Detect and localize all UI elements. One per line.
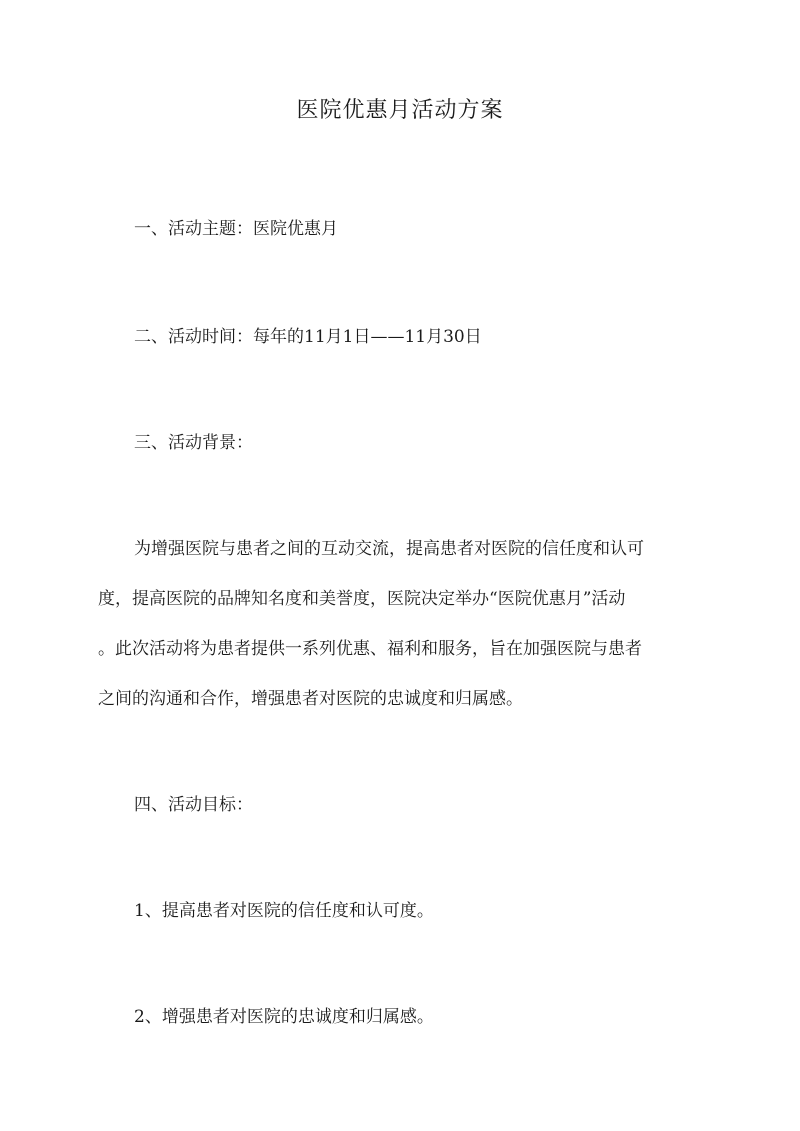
section-time: 二、活动时间：每年的11月1日——11月30日 xyxy=(134,327,482,347)
goal-item: 2、增强患者对医院的忠诚度和归属感。 xyxy=(134,1007,434,1027)
paragraph-line: 为增强医院与患者之间的互动交流，提高患者对医院的信任度和认可 xyxy=(134,539,644,559)
section-theme: 一、活动主题：医院优惠月 xyxy=(134,219,338,239)
page-title: 医院优惠月活动方案 xyxy=(296,98,504,123)
paragraph-line: 度，提高医院的品牌知名度和美誉度，医院决定举办“医院优惠月”活动 xyxy=(98,589,626,609)
paragraph-line: 之间的沟通和合作，增强患者对医院的忠诚度和归属感。 xyxy=(98,689,523,709)
paragraph-line: 。此次活动将为患者提供一系列优惠、福利和服务，旨在加强医院与患者 xyxy=(98,639,642,659)
section-background-heading: 三、活动背景： xyxy=(134,433,253,453)
goal-item: 1、提高患者对医院的信任度和认可度。 xyxy=(134,901,434,921)
section-goals-heading: 四、活动目标： xyxy=(134,795,253,815)
